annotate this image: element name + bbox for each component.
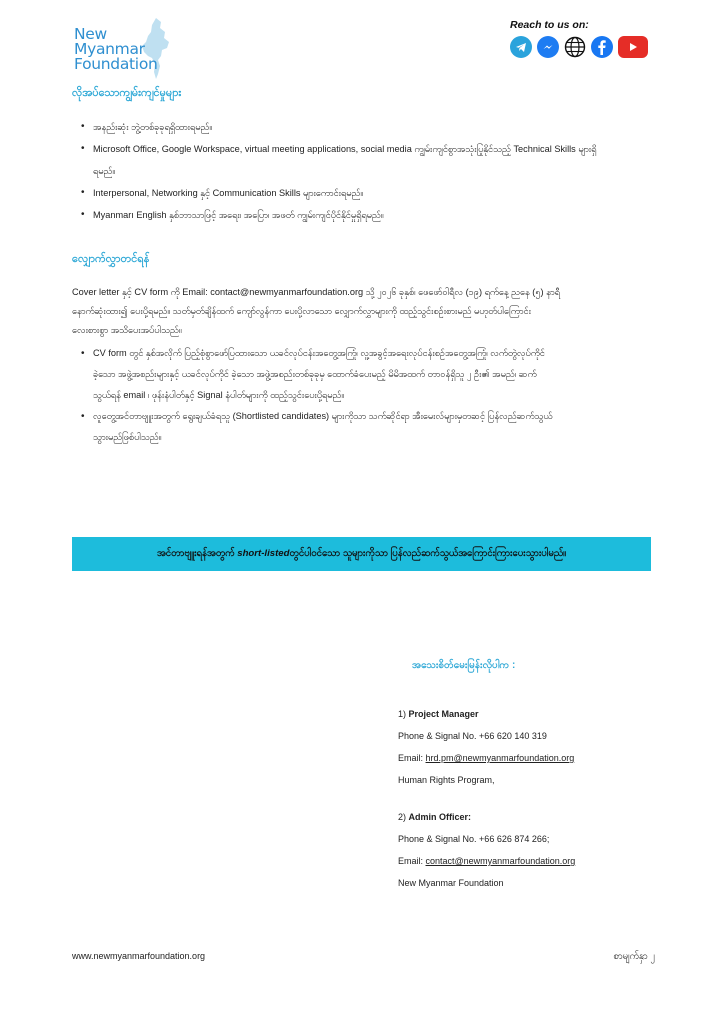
apply-heading: လျှောက်လွှာတင်ရန် bbox=[72, 253, 150, 265]
contact-number: 1) bbox=[398, 709, 407, 719]
youtube-icon[interactable] bbox=[618, 36, 648, 58]
logo-wordmark bbox=[74, 27, 158, 72]
banner-text-end: တွင်ပါဝင်သော သူများကိုသာ ပြန်လည်ဆက်သွယ်အကြောင်းကြားပေးသွားပါမည်။ bbox=[289, 548, 567, 559]
contact-org: New Myanmar Foundation bbox=[398, 878, 504, 888]
contact-title: Project Manager bbox=[408, 709, 479, 719]
paragraph-line: နောက်ဆုံးထား၍ ပေးပို့ရမည်။ သတ်မှတ်ချိန်ထက် ကျော်လွန်ကာ ပေးပို့လာသော လျှောက်လွှာများကို ထည့်သွင်းစဉ်းစားမည် မဟုတ်ပါကြောင်း bbox=[72, 306, 531, 316]
contact-title: Admin Officer: bbox=[408, 812, 472, 822]
telegram-icon[interactable] bbox=[510, 36, 532, 58]
apply-bullets bbox=[78, 343, 670, 448]
contact-phone: Phone & Signal No. +66 620 140 319 bbox=[398, 731, 547, 741]
footer-website-link[interactable]: www.newmyanmarfoundation.org bbox=[72, 951, 206, 961]
contact-org: Human Rights Program, bbox=[398, 775, 495, 785]
banner-text-start: အင်တာဗျူးရန်အတွက် bbox=[156, 548, 238, 559]
contact-email-link[interactable]: contact@newmyanmarfoundation.org bbox=[425, 856, 576, 866]
email-label: Email: bbox=[398, 753, 426, 763]
social-links bbox=[510, 36, 648, 58]
contact-number: 2) bbox=[398, 812, 407, 822]
contact-email-link[interactable]: hrd.pm@newmyanmarfoundation.org bbox=[425, 753, 575, 763]
reach-us-label: Reach to us on: bbox=[510, 19, 589, 31]
requirement-item: • Interpersonal, Networking နှင့် Communication Skills များကောင်းရမည်။ bbox=[78, 182, 668, 204]
paragraph-line: လေးစားစွာ အသိပေးအပ်ပါသည်။ bbox=[72, 325, 182, 335]
facebook-icon[interactable] bbox=[591, 36, 613, 58]
requirement-item: • Myanmarı English နှစ်ဘာသာဖြင့် အရေး၊ အပြော၊ အဖတ် ကျွမ်းကျင်ပိုင်နိုင်မှုရှိရမည်။ bbox=[78, 204, 668, 226]
banner-text-italic: short-listed bbox=[237, 548, 290, 559]
contact-card-admin-officer bbox=[398, 806, 668, 894]
requirements-heading: လိုအပ်သောကျွမ်းကျင်မှုများ bbox=[72, 87, 182, 99]
contact-card-project-manager bbox=[398, 703, 668, 791]
website-globe-icon[interactable] bbox=[564, 36, 586, 58]
bullet-line: • CV form တွင် နှစ်အလိုက် ပြည့်စုံစွာဖော်ပြထားသော ယခင်လုပ်ငန်းအတွေ့အကြုံ၊ လူ့အခွင့်အရေးလုပ်ငန်းစဉ်အတွေ့အကြုံ၊ လက်တွဲလုပ်ကိုင် bbox=[93, 348, 545, 358]
requirements-list bbox=[78, 116, 668, 226]
email-label: Email: bbox=[398, 856, 426, 866]
apply-bullet bbox=[78, 343, 670, 406]
paragraph-line: Cover letter နှင့် CV form ကို Email: contact@newmyanmarfoundation.org သို့ ၂၀၂၆ ခုနှစ်၊ ဖေဖော်ဝါရီလ (၁၉) ရက်နေ့ ညနေ (၅) နာရီ bbox=[72, 287, 560, 297]
bullet-line: သွယ်ရန် email ၊ ဖုန်းနံပါတ်နှင့် Signal နံပါတ်များကို ထည့်သွင်းပေးပို့ရမည်။ bbox=[93, 390, 345, 400]
messenger-icon[interactable] bbox=[537, 36, 559, 58]
footer-page-number: စာမျက်နှာ ၂ bbox=[613, 951, 655, 962]
contact-phone: Phone & Signal No. +66 626 874 266; bbox=[398, 834, 550, 844]
apply-paragraph bbox=[72, 283, 656, 340]
shortlist-notice-banner bbox=[72, 537, 651, 571]
requirement-item-continued: ရမည်။ bbox=[93, 166, 116, 176]
bullet-line: သွားမည်ဖြစ်ပါသည်။ bbox=[93, 432, 162, 442]
contacts-heading: အသေးစိတ်မေးမြန်းလိုပါက : bbox=[412, 660, 516, 671]
logo-line: New bbox=[74, 25, 107, 43]
apply-bullet bbox=[78, 406, 670, 448]
banner-text bbox=[157, 547, 566, 561]
logo bbox=[74, 10, 224, 80]
bullet-line: ခဲ့သော အဖွဲ့အစည်းများနှင့် ယခင်လုပ်ကိုင် ခဲ့သော အဖွဲ့အစည်းတစ်ခုခုမှ ထောက်ခံပေးမည့် မိမိအထက် တာဝန်ရှိသူ ၂ ဦး၏ အမည်၊ ဆက် bbox=[93, 369, 537, 379]
requirement-item: • Microsoft Office, Google Workspace, virtual meeting applications, social media ကျွမ်းကျင်စွာအသုံးပြုနိုင်သည့် Technical Skills များရှိ bbox=[78, 138, 668, 160]
requirement-item: • အနည်းဆုံး ဘွဲ့တစ်ခုခုရရှိထားရမည်။ bbox=[78, 116, 668, 138]
logo-line: Foundation bbox=[74, 55, 158, 73]
bullet-line: • လူတွေ့အင်တာဗျူးအတွက် ရွေးချယ်ခံရသူ (Shortlisted candidates) များကိုသာ သက်ဆိုင်ရာ အီးမေးလ်များမှတဆင့် ပြန်လည်ဆက်သွယ် bbox=[93, 411, 553, 421]
logo-line: Myanmar bbox=[74, 40, 145, 58]
